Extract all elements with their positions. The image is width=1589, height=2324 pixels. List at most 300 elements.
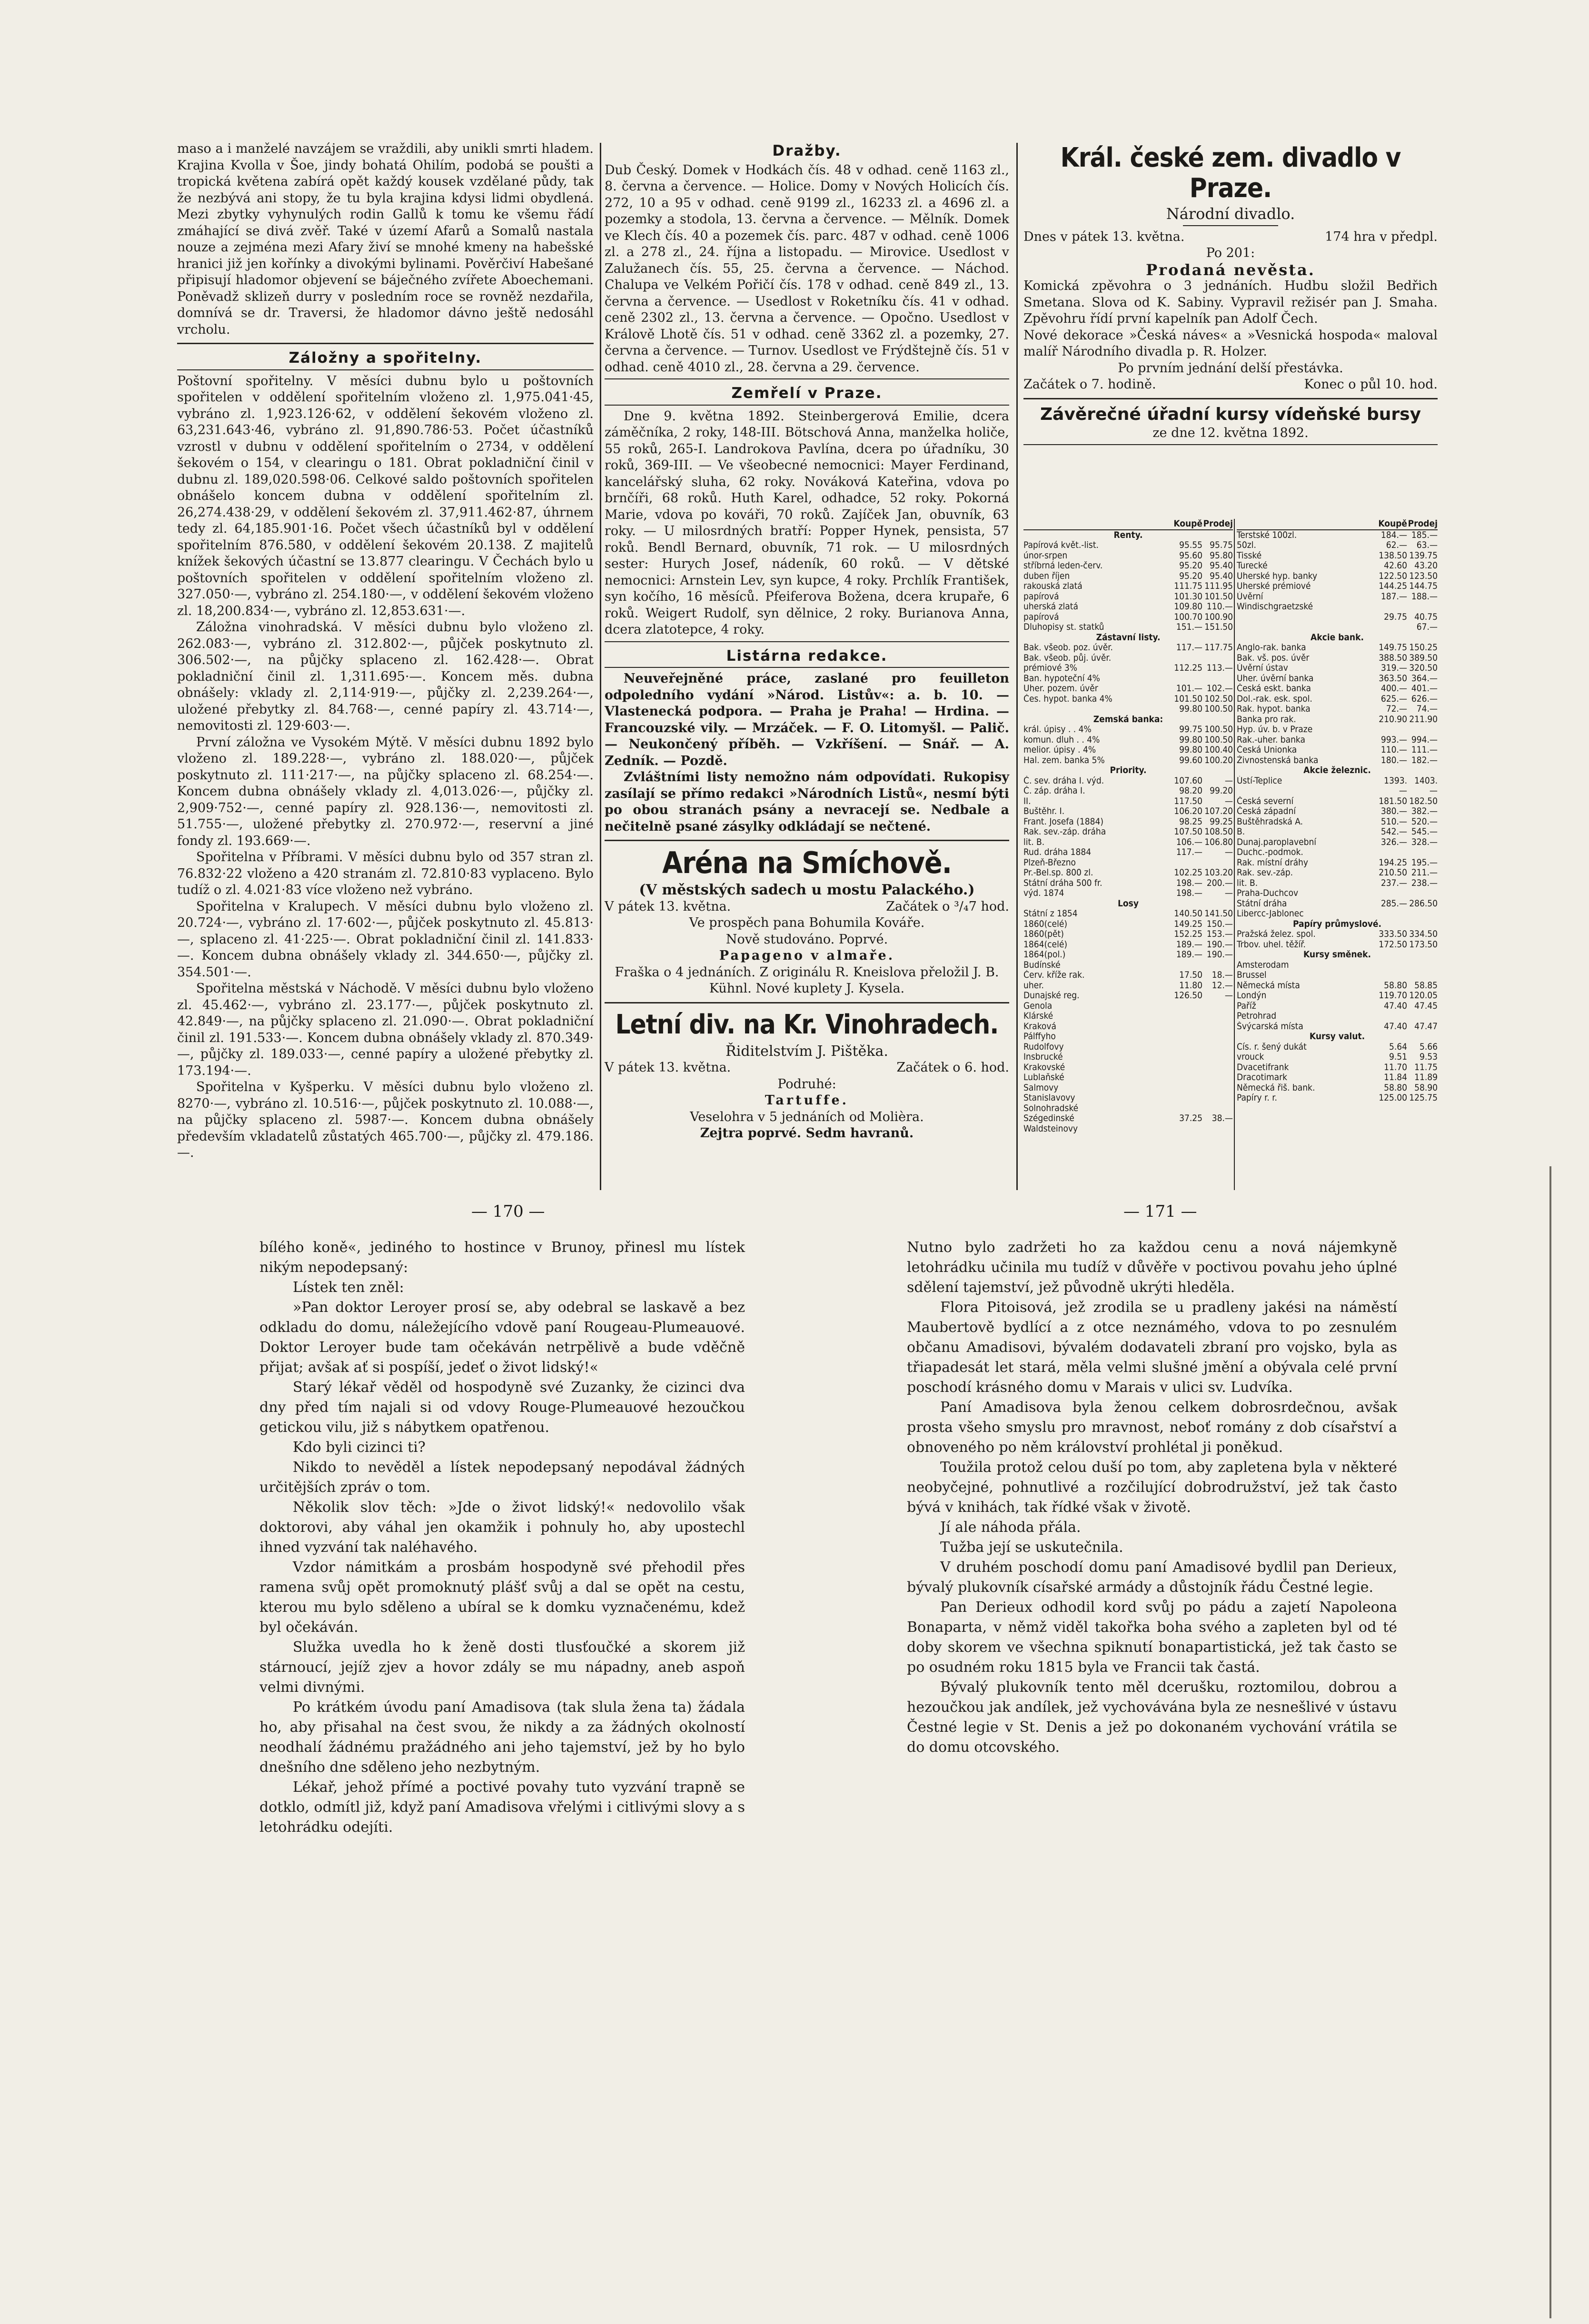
- bourse-header: [1023, 519, 1233, 530]
- novel-paragraph: Lístek ten zněl:: [293, 1279, 404, 1296]
- bond-name: melior. úpisy . 4%: [1023, 745, 1096, 755]
- bond-sell: 320.50: [1409, 663, 1438, 673]
- bond-row: [1023, 806, 1233, 817]
- bond-buy: [1172, 960, 1202, 971]
- kysperk-report: Spořitelna v Kyšperku. V měsíci dubnu bylo vloženo zl. 8270·—, vybráno zl. 10.516·—, půjček poskytnuto zl. 10.088·—, na půjčky splaceno zl. 5987·—. Koncem dubna obnášely především vkladatelů zůstatých 465.700·—, půjčky zl. 479.186.—.: [177, 1080, 594, 1160]
- bond-buy: [1172, 1103, 1202, 1114]
- bond-sell: 111.—: [1411, 745, 1438, 755]
- bond-buy: 106.—: [1176, 836, 1202, 847]
- bond-name: Česká Unionka: [1237, 745, 1297, 755]
- bond-sell: 95.80: [1210, 550, 1233, 561]
- bond-name: 1864(pol.): [1023, 950, 1066, 960]
- bond-buy: 125.00: [1379, 1092, 1407, 1103]
- bond-sell: 100.20: [1204, 755, 1233, 765]
- column-divider: [600, 143, 601, 1190]
- theatre-times: [1023, 377, 1438, 393]
- bond-name: Dracotimark: [1237, 1073, 1288, 1083]
- bond-row: [1023, 1001, 1233, 1012]
- bond-buy: [1377, 1011, 1407, 1022]
- bond-sell: 40.75: [1414, 611, 1438, 622]
- bond-sell: —: [1224, 795, 1233, 806]
- novel-paragraph: Jí ale náhoda přála.: [940, 1519, 1081, 1536]
- bond-row: [1237, 725, 1438, 735]
- bond-section-heading: Kursy valut.: [1309, 1031, 1365, 1042]
- bond-buy: 98.25: [1179, 816, 1202, 827]
- bond-buy: 210.50: [1379, 867, 1407, 878]
- bond-row: [1023, 786, 1233, 796]
- bond-buy: 198.—: [1176, 888, 1202, 898]
- bond-row: [1023, 622, 1233, 633]
- bond-name: král. úpisy . . 4%: [1023, 725, 1092, 735]
- bond-name: Pražská želez. spol.: [1237, 929, 1316, 939]
- bond-row: [1023, 674, 1233, 684]
- bond-sell: [1202, 1083, 1233, 1093]
- arena-subtitle: (V městských sadech u mostu Palackého.): [639, 882, 975, 898]
- bond-buy: 1393.—: [1384, 775, 1407, 796]
- bond-name: Turecké: [1237, 561, 1268, 571]
- bond-name: Dvacetifrank: [1237, 1062, 1289, 1073]
- bond-section-heading: Kursy směnek.: [1303, 949, 1371, 960]
- theatre-subscription: 174 hra v předpl.: [1325, 229, 1438, 244]
- bond-name: stříbrná leden-červ.: [1023, 561, 1103, 571]
- novel-paragraph: Paní Amadisova byla ženou celkem dobrosrdečnou, avšak prosta všeho smyslu pro mravnost, neboť romány z dob císařství a obnoveného po něm království prohlétal ji poněkud.: [907, 1399, 1397, 1456]
- bond-buy: 187.—: [1380, 591, 1407, 602]
- novel-paragraph: Vzdor námitkám a prosbám hospodyně své přehodil přes ramena svůj opět promoknutý plášť svůj a dal se opět na cestu, kterou mu bylo sděleno a ubíral se k domku vyznačenému, kdež byl očekáván.: [259, 1559, 745, 1636]
- auctions-text: Dub Český. Domek v Hodkách čís. 48 v odhad. ceně 1163 zl., 8. června a července. — Holice. Domy v Nových Holicích čís. 272, 10 a 95 v odhad. ceně 9199 zl., 16233 zl. a 4696 zl. a pozemky a stodola, 13. června a července. — Mělník. Domek ve Klech čís. 40 a pozemek čís. parc. 487 v odhad. ceně 1006 zl. a 278 zl., 24. října a listopadu. — Mirovice. Usedlost v Zalužanech čís. 55, 25. června a července. — Náchod. Chalupa ve Velkém Pořičí čís. 178 v odhad. ceně 849 zl., 13. června a července. — Usedlost v Roketníku čís. 41 v odhad. ceně 2302 zl., 13. června a července. — Opočno. Usedlost v Králově Lhotě čís. 51 v odhad. ceně 3362 zl. a pozemky, 27. června a července. — Turnov. Usedlost ve Frýdštejně čís. 51 v odhad. ceně 4010 zl., 28. června a 29. července.: [605, 162, 1009, 375]
- bond-row: [1237, 1063, 1438, 1073]
- divider: [605, 840, 1009, 841]
- bond-sell: 190.—: [1206, 949, 1233, 960]
- bond-buy: 126.50: [1174, 990, 1202, 1001]
- bond-buy: 181.50: [1379, 795, 1407, 806]
- bond-row: [1023, 1063, 1233, 1073]
- bourse-title: Závěrečné úřadní kursy vídeňské bursy: [1040, 404, 1421, 424]
- section-heading-savings: Záložny a spořitelny.: [288, 349, 482, 367]
- bond-buy: 47.40: [1384, 1021, 1407, 1032]
- bond-row: [1237, 540, 1438, 551]
- novel-paragraph: »Pan doktor Leroyer prosí se, aby odebral se laskavě a bez odkladu do domu, náležejícího vdově paní Rougeau-Plumeauové. Doktor Leroyer bude tam očekáván netrpělivě a bude vděčně přijat; avšak ať si pospíší, jedeť o život lidský!«: [259, 1299, 745, 1376]
- bond-name: [1023, 704, 1172, 715]
- page-number-left: — 170 —: [471, 1202, 545, 1221]
- bond-section-heading: Zástavní listy.: [1096, 632, 1161, 643]
- bond-row: [1237, 929, 1438, 940]
- bond-sell: 63.—: [1416, 540, 1438, 550]
- theatre-title: Král. české zem. divadlo v Praze.: [1060, 142, 1401, 204]
- deaths-text: Dne 9. května 1892. Steinbergerová Emilie, dcera záměčníka, 2 roky, 148-III. Bötschová Anna, manželka holiče, 55 roků, 265-I. Landrokova Pavlína, dcera po úřadníku, 30 roků, 369-III. — Ve všeobecné nemocnici: Mayer Ferdinand, kancelářský sluha, 62 roky. Nováková Kateřina, vdova po brnčíři, 68 roků. Huth Karel, odhadce, 52 roky. Pokorná Marie, vdova po kováři, 70 roků. Zajíček Jan, obuvník, 63 roky. — U milosrdných bratří: Popper Hynek, pensista, 57 roků. Bendl Bernard, obuvník, 71 rok. — U milosrdných sester: Hurych Josef, nádeník, 60 roků. — V dětské nemocnici: Arnstein Lev, syn kupce, 4 roky. Prchlík František, syn kočího, 16 měsíců. Pfeiferova Božena, dcera krupaře, 6 roků. Weigert Rudolf, syn dělnice, 2 roky. Burianova Anna, dcera zlatotepce, 4 roky.: [605, 408, 1009, 637]
- bond-section-heading: Papíry průmyslové.: [1293, 918, 1381, 929]
- bond-buy: 122.50: [1379, 570, 1407, 581]
- theatre-decor: Nové dekorace »Česká náves« a »Vesnická hospoda« maloval malíř Národního divadla p. R. Holzer.: [1023, 328, 1438, 359]
- bond-name: Hal. zem. banka 5%: [1023, 755, 1105, 765]
- bond-name: rakouská zlatá: [1023, 581, 1083, 591]
- bond-buy: 172.50: [1379, 939, 1407, 950]
- section-heading-auctions: Dražby.: [772, 142, 842, 159]
- bond-name: Klárské: [1023, 1011, 1053, 1021]
- bond-name: lit. B.: [1023, 837, 1045, 847]
- bond-buy: 117.50: [1174, 795, 1202, 806]
- divider: [177, 343, 594, 344]
- bond-name: 1860(pět): [1023, 929, 1064, 939]
- nachod-report: Spořitelna městská v Náchodě. V měsíci dubnu bylo vloženo zl. 45.462·—, vybráno zl. 23.177·—, půjček poskytnuto zl. 42.849·—, na půjčky splaceno zl. 21.090·—. Obrat pokladniční činil zl. 191.533·—. Koncem dubna obnášely vklady zl. 870.349·—, půjčky zl. 189.033·—, cenné papíry a uložené přebytky zl. 173.194·—.: [177, 981, 594, 1078]
- bond-sell: 18.—: [1212, 970, 1233, 980]
- bond-row: [1237, 622, 1438, 633]
- bond-sell: 328.—: [1411, 836, 1438, 847]
- bond-name: Úvěrní ústav: [1237, 663, 1288, 673]
- bond-name: Uherské hyp. banky: [1237, 571, 1318, 581]
- postal-savings-report: Poštovní spořitelny. V měsíci dubnu bylo u poštovních spořitelen v oddělení spořitelním vloženo zl. 1,975.041·45, vybráno zl. 1,923.126·62, v oddělení šekovém vloženo zl. 63,231.643·46, vybráno zl. 91,890.786·53. Počet účastníků vzrostl v dubnu v oddělení spořitelním o 2734, v oddělení šekovém o 154, v clearingu o 181. Obrat pokladniční činil v dubnu zl. 189,020.598·06. Celkové saldo poštovních spořitelen obnášelo koncem dubna v oddělení spořitelním zl. 26,274.438·29, v oddělení šekovém zl. 37,911.462·87, úhrnem tedy zl. 64,185.901·16. Počet všech účastníků byl v oddělení spořitelním 876.580, v oddělení šekovém 20.138. Z majitelů knížek šekových účastní se 13.877 clearingu. V Čechách bylo u poštovních spořitelen v oddělení spořitelním vloženo zl. 327.050·—, vybráno zl. 254.180·—, v oddělení šekovém vloženo zl. 18,200.834·—, vybráno zl. 12,853.631·—.: [177, 373, 594, 618]
- novel-paragraph: Několik slov těch: »Jde o život lidský!« nedovolilo však doktorovi, aby váhal jen okamžik i pohnuly ho, aby upostechl ihned vyzvání tak naléhavého.: [259, 1499, 745, 1556]
- bond-buy: 107.50: [1174, 826, 1202, 837]
- bond-row: [1023, 940, 1233, 950]
- novel-paragraph: Toužila protož celou duší po tom, aby zapletena byla v některé neobyčejné, pohnutlivé a rozčilující dobrodružství, jež tak často bývá v knihách, tak řídké však v životě.: [907, 1459, 1397, 1516]
- bond-row: [1237, 643, 1438, 653]
- bond-buy: 29.75: [1384, 611, 1407, 622]
- bond-buy: 95.60: [1179, 550, 1202, 561]
- bond-buy: 326.—: [1380, 836, 1407, 847]
- bond-sell: [1407, 970, 1438, 981]
- vinohrady-desc: Veselohra v 5 jednáních od Molièra.: [690, 1109, 924, 1124]
- vinohrady-start: Začátek o 6. hod.: [896, 1060, 1009, 1075]
- bond-buy: [1172, 1063, 1202, 1073]
- bond-buy: 285.—: [1380, 898, 1407, 909]
- bond-buy: [1377, 725, 1407, 735]
- arena-title: Aréna na Smíchově.: [662, 845, 952, 880]
- header-sell: Prodej: [1408, 518, 1438, 529]
- table-divider: [1234, 519, 1235, 1190]
- bond-name: Dluhopisy st. statků: [1023, 622, 1104, 632]
- bond-row: [1023, 725, 1233, 735]
- theatre-start: Začátek o 7. hodině.: [1023, 377, 1156, 392]
- bond-row: [1237, 1052, 1438, 1063]
- bond-buy: 110.—: [1380, 745, 1407, 755]
- divider: [605, 667, 1009, 668]
- bond-row: [1023, 827, 1233, 837]
- novel-paragraph: V druhém poschodí domu paní Amadisové bydlil pan Derieux, bývalý plukovník císařské armády a důstojník řádu Čestné legie.: [907, 1559, 1397, 1596]
- bond-sell: —: [1224, 888, 1233, 898]
- bond-buy: 107.60: [1174, 775, 1202, 786]
- bond-section-heading: Priority.: [1110, 765, 1147, 775]
- bond-row: [1237, 837, 1438, 848]
- editorial-notice-2: Zvláštními listy nemožno nám odpovídati. Rukopisy zasílají se přímo redakci »Národních Listů«, nesmí býti po obou stranách psány a nevracejí se. Nedbale a nečitelně psané zásylky odkládají se nečtené.: [605, 770, 1009, 834]
- bond-name: Hyp. úv. b. v Praze: [1237, 725, 1313, 735]
- bond-name: Frant. Josefa (1884): [1023, 816, 1104, 827]
- bond-buy: [1172, 1052, 1202, 1063]
- arena-play: Papageno v almaře.: [719, 948, 895, 963]
- bond-name: uherská zlatá: [1023, 602, 1078, 612]
- bond-sell: [1407, 847, 1438, 858]
- bond-sell: 139.75: [1409, 550, 1438, 561]
- bond-row: [1237, 674, 1438, 684]
- bond-name: Insbrucké: [1023, 1052, 1063, 1062]
- bond-buy: 117.—: [1176, 847, 1202, 857]
- arena-note: Nově studováno. Poprvé.: [725, 932, 888, 947]
- bond-name: výd. 1874: [1023, 888, 1064, 898]
- bond-row: [1023, 847, 1233, 858]
- header-sell: Prodej: [1203, 518, 1233, 529]
- bond-sell: [1202, 1032, 1233, 1042]
- bond-section-heading: Akcie železnic.: [1303, 765, 1371, 775]
- novel-paragraph: Nikdo to nevěděl a lístek nepodepsaný nepodával žádných určitějších zpráv o tom.: [259, 1459, 745, 1496]
- bond-buy: 119.70: [1379, 990, 1407, 1001]
- arena-start: Začátek o ³/₄7 hod.: [886, 899, 1009, 914]
- bond-name: Uher. úvěrní banka: [1237, 673, 1314, 684]
- bond-name: Tisské: [1237, 550, 1262, 561]
- novel-paragraph: bílého koně«, jediného to hostince v Brunoy, přinesl mu lístek nikým nepodepsaný:: [259, 1239, 745, 1276]
- bond-row: [1023, 1022, 1233, 1032]
- bond-sell: 111.95: [1204, 581, 1233, 591]
- bond-buy: 11.84: [1384, 1072, 1407, 1083]
- section-heading-editorial: Listárna redakce.: [726, 647, 888, 665]
- bond-row: [1023, 755, 1233, 766]
- bond-row: [1237, 745, 1438, 755]
- bond-buy: 95.55: [1179, 540, 1202, 550]
- bond-name: papírová: [1023, 591, 1059, 602]
- bond-row: [1237, 530, 1438, 541]
- bond-name: Dol.-rak. esk. spol.: [1237, 694, 1312, 704]
- divider: [605, 378, 1009, 379]
- bond-buy: 198.—: [1176, 877, 1202, 888]
- bond-sell: 43.20: [1414, 560, 1438, 571]
- bond-row: [1237, 602, 1438, 612]
- bond-sell: 110.—: [1206, 601, 1233, 612]
- bond-row: [1023, 868, 1233, 878]
- bond-row: [1237, 878, 1438, 889]
- bond-sell: 151.50: [1204, 622, 1233, 632]
- bond-row: [1023, 684, 1233, 694]
- bourse-header: [1237, 519, 1438, 530]
- bond-sell: 67.—: [1416, 622, 1438, 632]
- vinohrady-loan-report: Záložna vinohradská. V měsíci dubnu bylo vloženo zl. 262.083·—, vybráno zl. 312.802·—, půjček poskytnuto zl. 306.502·—, na půjčky splaceno zl. 162.428·—. Obrat pokladniční činil zl. 1,311.695·—. Koncem měs. dubna obnášely: vklady zl. 2,114·919·—, půjčky zl. 2,239.264·—, uložené přebytky zl. 84.768·—, cenné papíry zl. 43.714·—, nemovitosti zl. 129·603·—.: [177, 620, 594, 733]
- bond-buy: 72.—: [1386, 704, 1407, 714]
- bond-name: Uherské prémiové: [1237, 581, 1311, 591]
- arena-benefit: Ve prospěch pana Bohumila Kováře.: [689, 915, 925, 930]
- bond-buy: 140.50: [1174, 908, 1202, 919]
- bond-name: Papírová květ.-list.: [1023, 540, 1099, 550]
- bond-sell: [1202, 1124, 1233, 1134]
- bond-sell: 389.50: [1409, 652, 1438, 663]
- bond-buy: [1172, 858, 1202, 868]
- novel-paragraph: Služka uvedla ho k ženě dosti tlusťoučké a skorem již stárnoucí, jejíž zjev a hovor zdály se mu nápadny, aneb aspoň velmi divnými.: [259, 1639, 745, 1696]
- bond-sell: [1202, 1103, 1233, 1114]
- column-3: [1023, 141, 1438, 448]
- bond-buy: [1172, 1042, 1202, 1053]
- bond-buy: 138.50: [1379, 550, 1407, 561]
- novel-paragraph: Nutno bylo zadržeti ho za každou cenu a nová nájemkyně letohrádku učinila mu tudíž v důvěře v poctivou povahu jeho úplné sdělení tajemství, jež původně ukrýti hleděla.: [907, 1239, 1397, 1296]
- bond-row: [1237, 663, 1438, 674]
- novel-left-column: [259, 1238, 745, 1837]
- bond-buy: 9.51: [1389, 1052, 1407, 1062]
- bond-section-heading: Losy: [1118, 898, 1139, 909]
- bond-row: [1237, 858, 1438, 868]
- bond-sell: [1202, 1022, 1233, 1032]
- bond-row: [1023, 1083, 1233, 1093]
- bond-name: únor-srpen: [1023, 550, 1068, 561]
- bond-buy: 47.40: [1384, 1000, 1407, 1011]
- bond-name: Windischgraetzské: [1237, 602, 1313, 612]
- bond-sell: 141.50: [1204, 908, 1233, 919]
- bond-row: [1237, 909, 1438, 919]
- bond-buy: 95.20: [1179, 560, 1202, 571]
- editorial-notice-1: Neuveřejněné práce, zaslané pro feuilleton odpoledního vydání »Národ. Listův«: a. b. 10. — Vlastenecká podpora. — Praha je Praha! — Hrdina. — Francouzské vily. — Mrzáček. — F. O. Litomyšl. — Palič. — Neukončený příběh. — Vzkříšení. — Snář. — A. Zedník. — Pozdě.: [605, 671, 1009, 768]
- bond-row: [1023, 1073, 1233, 1083]
- bond-sell: 117.75: [1204, 642, 1233, 653]
- bond-row: [1237, 1011, 1438, 1022]
- page-edge: [1549, 1166, 1551, 2318]
- bond-sell: 382.—: [1411, 806, 1438, 816]
- bond-row: [1023, 571, 1233, 582]
- bond-name: Cís. r. šený dukát: [1237, 1042, 1307, 1052]
- bond-row: [1023, 1103, 1233, 1114]
- bond-name: Německá místa: [1237, 980, 1300, 991]
- bond-sell: 401.—: [1411, 683, 1438, 694]
- bond-buy: 363.50: [1379, 673, 1407, 684]
- bond-row: [1023, 991, 1233, 1001]
- bond-name: Státní z 1854: [1023, 909, 1078, 919]
- bond-row: [1023, 960, 1233, 971]
- bond-row: [1237, 715, 1438, 725]
- vinohrady-subtitle: Řiditelstvím J. Pištěka.: [725, 1043, 888, 1060]
- bond-buy: 117.—: [1176, 642, 1202, 653]
- bond-sell: [1202, 1052, 1233, 1063]
- bond-sell: [1407, 909, 1438, 919]
- bond-buy: [1172, 1011, 1202, 1022]
- bond-row: [1023, 653, 1233, 664]
- bond-row: [1237, 868, 1438, 878]
- bond-sell: 99.25: [1210, 816, 1233, 827]
- bond-buy: 98.20: [1179, 785, 1202, 796]
- novel-paragraph: Flora Pitoisová, jež zrodila se u pradleny jakési na náměstí Maubertově bydlící a z otce neznámého, vdova to po zesnulém občanu Amadisovi, bývalém dodavateli zbraní pro vojsko, byla as třiapadesát let stará, měla velmi slušné jmění a obývala celé první poschodí krásného domu v Marais v ulici sv. Ludvíka.: [907, 1299, 1397, 1396]
- bond-buy: [1172, 1093, 1202, 1103]
- bond-name: Banka pro rak.: [1237, 714, 1296, 725]
- theatre-count: Po 201:: [1206, 246, 1255, 260]
- bond-name: Pr.-Bel.sp. 800 zl.: [1023, 868, 1093, 878]
- bond-name: Ban. hypoteční 4%: [1023, 673, 1100, 684]
- bond-name: Čes. hypot. banka 4%: [1023, 694, 1112, 704]
- header-buy: Koupě: [1378, 518, 1407, 529]
- bond-sell: 200.—: [1206, 877, 1233, 888]
- bond-buy: 184.—: [1380, 529, 1407, 540]
- bond-row: [1237, 551, 1438, 561]
- bond-buy: 189.—: [1176, 939, 1202, 950]
- bond-sell: 102.—: [1206, 683, 1233, 694]
- bond-sell: 108.50: [1204, 826, 1233, 837]
- bond-buy: 380.—: [1380, 806, 1407, 816]
- vinohrady-date-row: [605, 1060, 1009, 1076]
- bond-name: Česká eskt. banka: [1237, 684, 1311, 694]
- arena-date: V pátek 13. května.: [605, 899, 731, 914]
- bond-row: [1237, 806, 1438, 817]
- bond-name: 1860(celé): [1023, 919, 1068, 929]
- bond-buy: [1172, 1073, 1202, 1083]
- bond-name: Amsterodam: [1237, 960, 1289, 970]
- pribram-report: Spořitelna v Příbrami. V měsíci dubnu bylo od 357 stran zl. 76.832·22 vloženo a 420 stranám zl. 72.810·83 vyplaceno. Bylo tudíž o zl. 4.021·83 více vloženo než vybráno.: [177, 850, 594, 897]
- bond-buy: 625.—: [1380, 693, 1407, 704]
- bond-sell: 120.05: [1409, 990, 1438, 1001]
- bond-name: Německá řiš. bank.: [1237, 1083, 1315, 1093]
- bond-sell: 520.—: [1411, 816, 1438, 827]
- bond-name: Plzeň-Březno: [1023, 857, 1076, 868]
- bond-name: Waldsteinovy: [1023, 1123, 1078, 1134]
- bond-sell: 123.50: [1409, 570, 1438, 581]
- bond-name: Ústí-Teplice: [1237, 775, 1282, 786]
- bond-sell: 9.53: [1419, 1052, 1438, 1062]
- bond-row: [1023, 551, 1233, 561]
- bond-name: Rudolfovy: [1023, 1042, 1064, 1052]
- bond-name: lit. B.: [1237, 878, 1258, 888]
- bond-buy: 99.75: [1179, 724, 1202, 735]
- bond-buy: 62.—: [1386, 540, 1407, 550]
- bond-row: [1237, 561, 1438, 571]
- bond-sell: 95.40: [1210, 570, 1233, 581]
- bond-sell: 100.50: [1204, 704, 1233, 714]
- bond-rows-right: [1237, 530, 1438, 1103]
- theatre-intermission: Po prvním jednání delší přestávka.: [1118, 360, 1343, 376]
- kralupy-report: Spořitelna v Kralupech. V měsíci dubnu bylo vloženo zl. 20.724·—, vybráno zl. 17·602·—, půjček poskytnuto zl. 45.813·—, splaceno zl. 41·225·—. Obrat pokladniční činil zl. 141.833·—. Koncem dubna obnášely vklady zl. 344.650·—, půjčky zl. 354.501·—.: [177, 899, 594, 980]
- bond-buy: 109.80: [1174, 601, 1202, 612]
- novel-left-paragraphs: [259, 1238, 745, 1837]
- bond-buy: 99.80: [1179, 734, 1202, 745]
- divider: [1183, 225, 1278, 226]
- bond-name: B.: [1237, 827, 1245, 837]
- bond-sell: [1202, 858, 1233, 868]
- bond-sell: 188.—: [1411, 591, 1438, 602]
- bond-name: Stanislavovy: [1023, 1093, 1075, 1103]
- bond-name: Česká západní: [1237, 806, 1296, 816]
- bond-buy: 17.50: [1179, 970, 1202, 980]
- bond-sell: 106.80: [1204, 836, 1233, 847]
- bond-name: Dunaj.paroplavební: [1237, 837, 1317, 847]
- divider: [605, 405, 1009, 406]
- novel-paragraph: Kdo byli cizinci ti?: [293, 1439, 426, 1456]
- bond-name: Bak. všeob. půj. úvěr.: [1023, 653, 1112, 663]
- bond-buy: [1172, 1124, 1202, 1134]
- vinohrady-play: Tartuffe.: [765, 1093, 849, 1108]
- bond-buy: 37.25: [1179, 1113, 1202, 1123]
- bond-sell: 47.47: [1414, 1021, 1438, 1032]
- bond-row: [1023, 1052, 1233, 1063]
- novel-paragraph: Pan Derieux odhodil kord svůj po pádu a zajetí Napoleona Bonaparta, v němž viděl takořka boha svého a zapleten byl od té doby skorem ve všechna spiknutí bonapartistická, jež tak často se po osudném roku 1815 byla ve Francii tak častá.: [907, 1599, 1397, 1676]
- bond-sell: 95.40: [1210, 560, 1233, 571]
- bond-buy: [1377, 622, 1407, 633]
- bond-section-heading: Renty.: [1113, 529, 1143, 540]
- bond-buy: 99.60: [1179, 755, 1202, 765]
- divider: [177, 369, 594, 370]
- bond-name: Libercc-Jablonec: [1237, 909, 1304, 919]
- bond-sell: 182.50: [1409, 795, 1438, 806]
- bond-sell: 101.50: [1204, 591, 1233, 602]
- bond-buy: [1377, 847, 1407, 858]
- bourse-date: ze dne 12. května 1892.: [1152, 425, 1309, 440]
- bond-sell: 211.90: [1409, 714, 1438, 725]
- bond-sell: —: [1224, 775, 1233, 786]
- bond-name: uher.: [1023, 980, 1044, 991]
- bond-row: [1023, 878, 1233, 889]
- bond-row: [1023, 643, 1233, 653]
- bond-row: [1237, 1001, 1438, 1012]
- bond-buy: 99.80: [1179, 704, 1202, 714]
- bond-buy: 194.25: [1379, 857, 1407, 868]
- bond-name: Praha-Duchcov: [1237, 888, 1299, 898]
- bond-buy: [1377, 960, 1407, 971]
- novel-paragraph: Lékař, jehož přímé a poctivé povahy tuto vyzvání trapně se dotklo, odmítl již, když paní Amadisova vřelými i citlivými slovy a s letohrádku odejíti.: [259, 1779, 745, 1836]
- bond-buy: 993.—: [1380, 734, 1407, 745]
- bond-row: [1023, 817, 1233, 827]
- bond-name: Rak. hypot. banka: [1237, 704, 1311, 714]
- bond-buy: 58.80: [1384, 980, 1407, 991]
- bond-sell: 74.—: [1416, 704, 1438, 714]
- bond-buy: 101.50: [1174, 693, 1202, 704]
- bond-sell: [1202, 1063, 1233, 1073]
